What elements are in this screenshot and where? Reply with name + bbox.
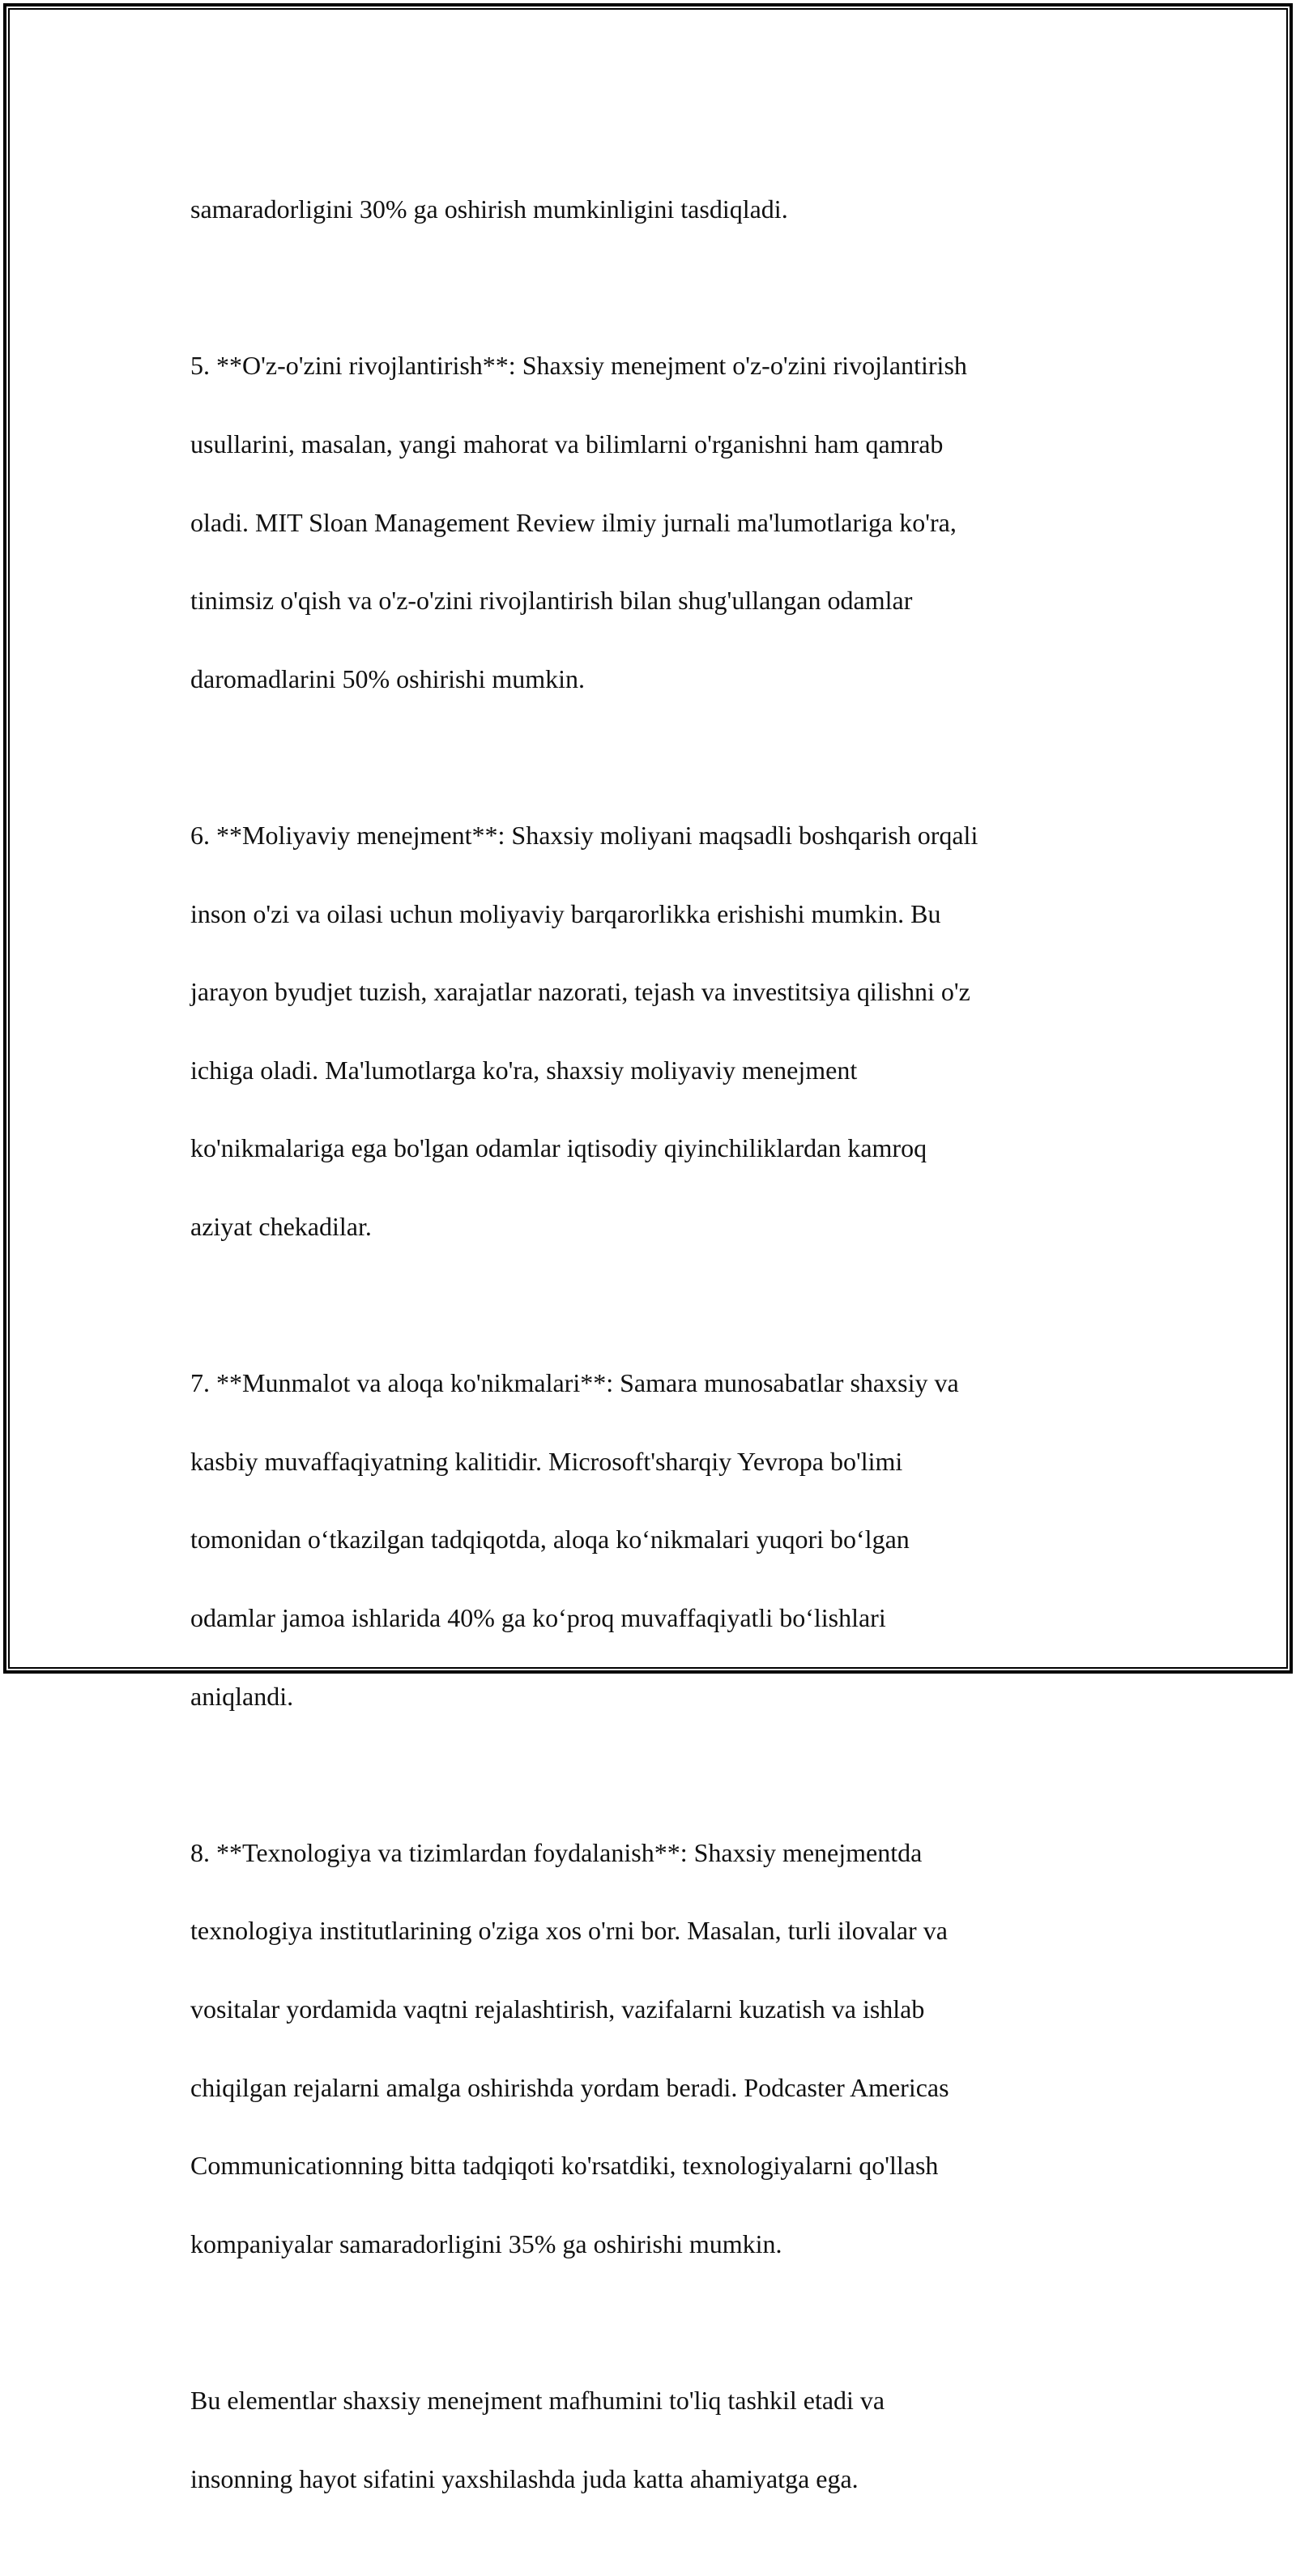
paragraph-continuation [190, 151, 1146, 268]
text-line: tomonidan o‘tkazilgan tadqiqotda, aloqa ko‘nikmalari yuqori bo‘lgan [190, 1525, 910, 1555]
text-line: samaradorligini 30% ga oshirish mumkinligini tasdiqladi. [190, 194, 788, 224]
text-line: aziyat chekadilar. [190, 1212, 372, 1242]
text-line: aniqlandi. [190, 1681, 294, 1711]
text-line: 8. **Texnologiya va tizimlardan foydalanish**: Shaxsiy menejmentda [190, 1837, 923, 1867]
paragraph-item-6 [190, 777, 1146, 1286]
text-line: 5. **O'z-o'zini rivojlantirish**: Shaxsiy menejment o'z-o'zini rivojlantirish [190, 351, 967, 381]
text-line: odamlar jamoa ishlarida 40% ga ko‘proq muvaffaqiyatli bo‘lishlari [190, 1602, 886, 1632]
text-line: Bu elementlar shaxsiy menejment mafhumini to'liq tashkil etadi va [190, 2385, 885, 2415]
text-line: ichiga oladi. Ma'lumotlarga ko'ra, shaxsiy moliyaviy menejment [190, 1055, 858, 1085]
text-line: 7. **Munmalot va aloqa ko'nikmalari**: Samara munosabatlar shaxsiy va [190, 1368, 959, 1398]
text-line: kasbiy muvaffaqiyatning kalitidir. Microsoft'sharqiy Yevropa bo'limi [190, 1446, 903, 1476]
text-line: jarayon byudjet tuzish, xarajatlar nazorati, tejash va investitsiya qilishni o'z [190, 977, 970, 1007]
document-body [190, 151, 1146, 2576]
text-line: ko'nikmalariga ega bo'lgan odamlar iqtisodiy qiyinchiliklardan kamroq [190, 1133, 927, 1163]
text-line: insonning hayot sifatini yaxshilashda juda katta ahamiyatga ega. [190, 2463, 859, 2493]
text-line: vositalar yordamida vaqtni rejalashtirish, vazifalarni kuzatish va ishlab [190, 1994, 925, 2024]
text-line: daromadlarini 50% oshirishi mumkin. [190, 663, 586, 693]
text-line: usullarini, masalan, yangi mahorat va bilimlarni o'rganishni ham qamrab [190, 429, 944, 459]
text-line: chiqilgan rejalarni amalga oshirishda yordam beradi. Podcaster Americas [190, 2072, 949, 2102]
text-line: inson o'zi va oilasi uchun moliyaviy barqarorlikka erishishi mumkin. Bu [190, 898, 941, 928]
text-line: 6. **Moliyaviy menejment**: Shaxsiy moliyani maqsadli boshqarish orqali [190, 821, 978, 851]
paragraph-item-5 [190, 307, 1146, 737]
paragraph-conclusion [190, 2342, 1146, 2537]
text-line: kompaniyalar samaradorligini 35% ga oshirishi mumkin. [190, 2228, 782, 2258]
paragraph-item-8 [190, 1793, 1146, 2302]
text-line: oladi. MIT Sloan Management Review ilmiy jurnali ma'lumotlariga ko'ra, [190, 507, 957, 537]
text-line: tinimsiz o'qish va o'z-o'zini rivojlantirish bilan shug'ullangan odamlar [190, 586, 913, 616]
text-line: Communicationning bitta tadqiqoti ko'rsatdiki, texnologiyalarni qo'llash [190, 2151, 939, 2181]
paragraph-item-7 [190, 1324, 1146, 1755]
text-line: texnologiya institutlarining o'ziga xos o'rni bor. Masalan, turli ilovalar va [190, 1916, 948, 1946]
